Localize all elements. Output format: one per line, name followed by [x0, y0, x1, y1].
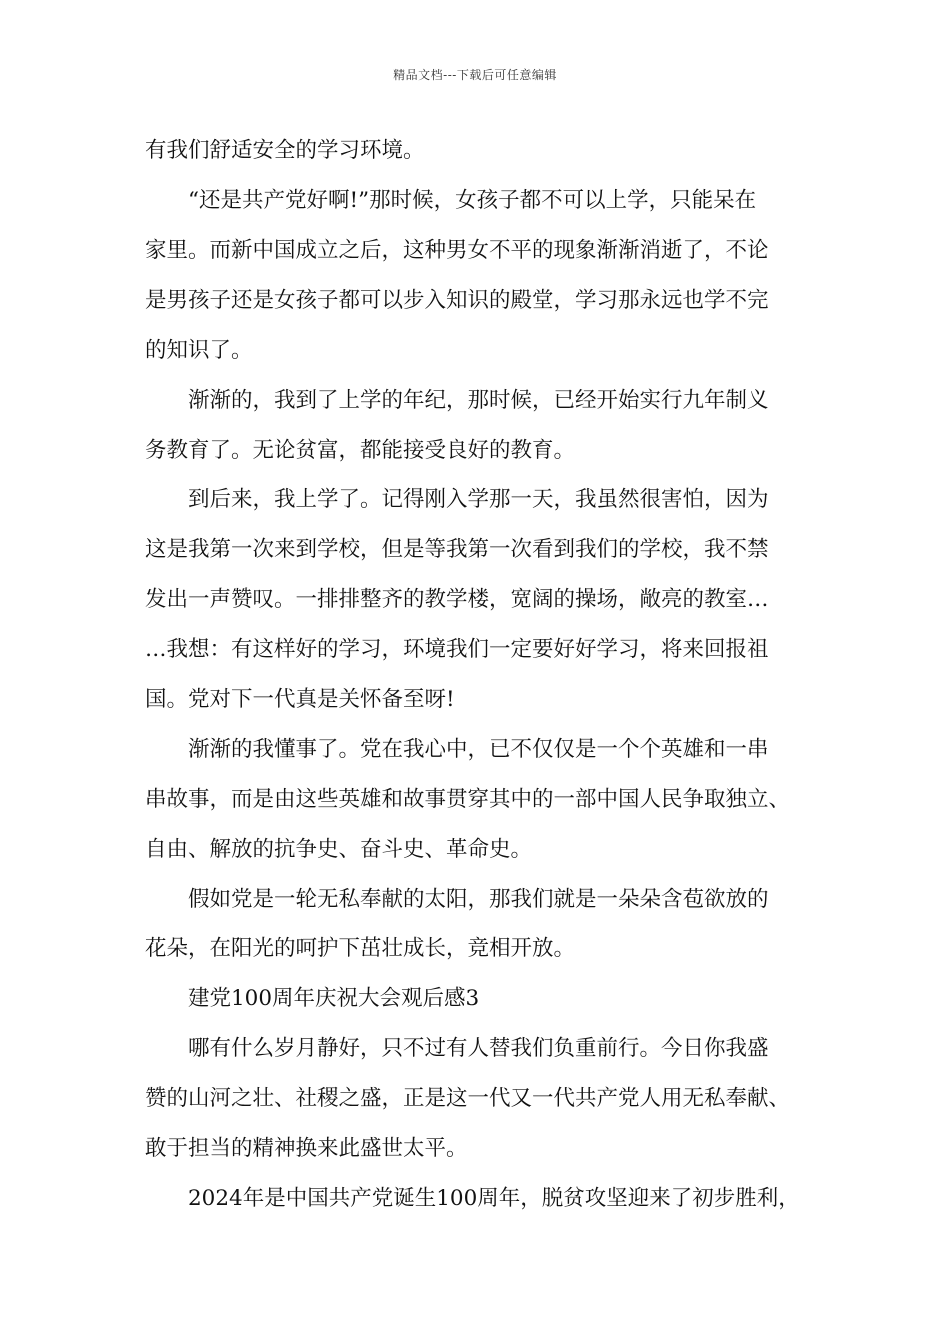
- text-line: 假如党是一轮无私奉献的太阳，那我们就是一朵朵含苞欲放的: [188, 887, 769, 912]
- text-line: 串故事，而是由这些英雄和故事贯穿其中的一部中国人民争取独立、: [145, 787, 791, 812]
- text-line: 的知识了。: [145, 338, 253, 363]
- text-line: 家里。而新中国成立之后，这种男女不平的现象渐渐消逝了，不论: [145, 238, 769, 263]
- text-line: 花朵，在阳光的呵护下茁壮成长，竞相开放。: [145, 936, 576, 961]
- text-line: 是男孩子还是女孩子都可以步入知识的殿堂，学习那永远也学不完: [145, 288, 769, 313]
- text-line: 自由、解放的抗争史、奋斗史、革命史。: [145, 837, 533, 862]
- page-header: 精品文档---下载后可任意编辑: [393, 68, 557, 82]
- text-line: 这是我第一次来到学校，但是等我第一次看到我们的学校，我不禁: [145, 537, 769, 562]
- text-line: 2024年是中国共产党诞生100周年，脱贫攻坚迎来了初步胜利，: [188, 1186, 800, 1211]
- text-line: 务教育了。无论贫富，都能接受良好的教育。: [145, 438, 576, 463]
- text-line: …我想：有这样好的学习，环境我们一定要好好学习，将来回报祖: [145, 637, 769, 662]
- text-line: 有我们舒适安全的学习环境。: [145, 138, 425, 163]
- text-line: 敢于担当的精神换来此盛世太平。: [145, 1136, 468, 1161]
- text-line: 国。党对下一代真是关怀备至呀!: [145, 687, 455, 712]
- text-line: 渐渐的我懂事了。党在我心中，已不仅仅是一个个英雄和一串: [188, 737, 769, 762]
- text-line: 到后来，我上学了。记得刚入学那一天，我虽然很害怕，因为: [188, 487, 769, 512]
- text-line: “还是共产党好啊!”那时候，女孩子都不可以上学，只能呆在: [188, 188, 757, 213]
- text-line: 赞的山河之壮、社稷之盛，正是这一代又一代共产党人用无私奉献、: [145, 1086, 791, 1111]
- text-line: 渐渐的，我到了上学的年纪，那时候，已经开始实行九年制义: [188, 388, 769, 413]
- section-heading: 建党100周年庆祝大会观后感3: [188, 986, 480, 1011]
- text-line: 哪有什么岁月静好，只不过有人替我们负重前行。今日你我盛: [188, 1036, 769, 1061]
- text-line: 发出一声赞叹。一排排整齐的教学楼，宽阔的操场，敞亮的教室…: [145, 587, 769, 612]
